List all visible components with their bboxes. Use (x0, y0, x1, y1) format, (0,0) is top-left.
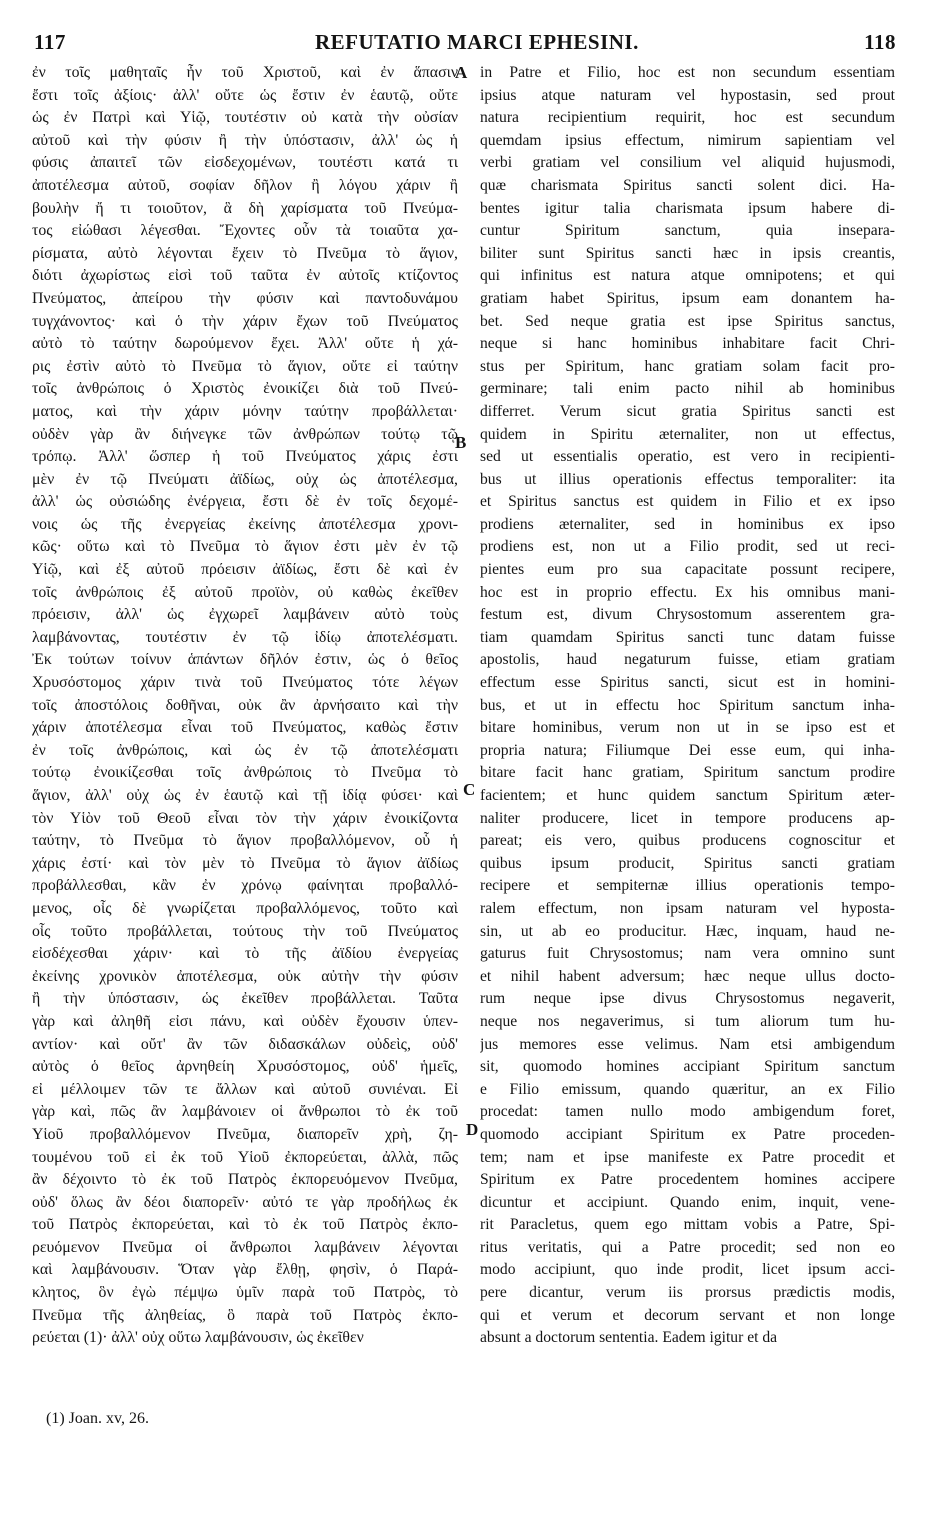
greek-line: ρεύεται (1)· ἀλλ' οὐχ οὕτω λαμβάνουσιν, ὡς ἐκεῖθεν (32, 1329, 364, 1347)
greek-line: αντίον· καὶ οὔτ' ἂν τῶν διδασκάλων οὐδεὶς, οὐδ' (32, 1035, 458, 1053)
latin-line: bus, et ut in effectu hoc Spiritum sanctum inha- (480, 696, 895, 714)
greek-line: πρόεισιν, ἀλλ' ὡς ἐγχωρεῖ λαμβάνειν αὐτὸ τοὺς (32, 606, 458, 624)
latin-line: prodiens est, non ut a Filio prodit, sed ut reci- (480, 538, 895, 556)
latin-line: neque si hanc hominibus inhabitare facit Chri- (480, 335, 895, 353)
greek-line: τουμένου τοῦ εἰ ἐκ τοῦ Υἱοῦ ἐκπορεύεται, ἀλλὰ, πῶς (32, 1148, 458, 1166)
greek-line: ἢ τὴν ὑπόστασιν, ὡς ἐκεῖθεν προβάλλεται. Ταῦτα (32, 990, 458, 1008)
greek-line: μενος, οἷς δὲ γνωρίζεται προβαλλόμενος, τοῦτο καὶ (32, 899, 458, 917)
section-marker-c: C (463, 780, 476, 799)
greek-line: τοῖς ἀνθρώποις ἐξ αὐτοῦ προϊὸν, οὐ καθὼς ἐκεῖθεν (32, 583, 458, 601)
greek-line: κῶς· οὕτω καὶ τὸ Πνεῦμα τὸ ἅγιον ἐστι μὲν ἐν τῷ (32, 538, 458, 556)
latin-line: neque nos negaverimus, si tum aliorum tum hu- (480, 1012, 895, 1030)
greek-line: Πνεῦμα τῆς ἀληθείας, ὃ παρὰ τοῦ Πατρὸς ἐκπο- (32, 1306, 458, 1324)
latin-line: ritus veritatis, qui a Patre procedit; sed non eo (480, 1238, 895, 1256)
latin-line: pareat; eis vero, quibus producens cognoscitur et (480, 832, 895, 850)
latin-line: bentes igitur talia charismata ipsum habere di- (480, 199, 895, 217)
greek-line: τος εἰώθασι λέγεσθαι. Ἔχοντες οὖν τὰ τοιαῦτα χα- (32, 222, 458, 240)
latin-line: pere dicantur, verum iis prorsus prædictis modis, (480, 1284, 895, 1302)
greek-line: ἀποτέλεσμα αὐτοῦ, σοφίαν δῆλον ἢ λόγου χάριν ἢ (32, 176, 458, 194)
latin-line: biliter sunt Spiritus sancti hæc in ipsis creantis, (480, 244, 895, 262)
greek-line: Πνεύματος, ἀπείρου τὴν φύσιν καὶ παντοδυνάμου (32, 289, 458, 307)
greek-line: ἐν τοῖς μαθηταῖς ἦν τοῦ Χριστοῦ, καὶ ἐν ἅπασιν (32, 64, 458, 81)
latin-line: quæ charismata Spiritus sancti solent dici. Ha- (480, 176, 895, 194)
greek-line: κλητος, ὃν ἐγὼ πέμψω ὑμῖν παρὰ τοῦ Πατρὸς, τὸ (32, 1284, 458, 1302)
greek-line: καὶ λαμβάνουσιν. Ὅταν γὰρ ἔλθῃ, φησὶν, ὁ Παρά- (32, 1261, 458, 1279)
latin-line: prodiens æternaliter, sed in hominibus ex ipso (480, 515, 895, 533)
greek-line: Ἐκ τούτων τοίνυν ἁπάντων δῆλόν ἐστιν, ὡς ὁ θεῖος (32, 651, 458, 669)
latin-line: bitare facit hanc gratiam, Spiritum sanctum prodire (480, 764, 895, 782)
greek-line: προβάλλεσθαι, κἂν ἐν χρόνῳ φαίνηται προβαλλό- (32, 877, 458, 895)
latin-line: rum neque ipse divus Chrysostomus negaverit, (480, 990, 895, 1008)
latin-line: pientes eum pro sua capacitate possunt recipere, (480, 561, 895, 579)
latin-line: hoc est in proprio effectu. Ex his omnibus mani- (480, 583, 895, 601)
latin-line: et Spiritus sanctus est quidem in Filio et ex ipso (480, 493, 895, 511)
greek-line: χάριν ἀποτέλεσμα εἶναι τοῦ Πνεύματος, καθὼς ἔστιν (32, 719, 458, 737)
greek-line: ρευόμενον Πνεῦμα οἱ ἄνθρωποι λαμβάνειν λέγονται (32, 1238, 458, 1256)
latin-line: Spiritum ex Patre procedentem homines accipere (480, 1171, 895, 1189)
latin-line: procedat: tamen nullo modo ambigendum foret, (480, 1103, 895, 1121)
greek-line: οἷς τοῦτο προβάλλεται, τούτους τὴν τοῦ Πνεύματος (32, 922, 458, 940)
latin-line: stus per Spiritum, hanc gratiam solam facit pro- (480, 357, 895, 375)
greek-line: τοῖς ἀνθρώποις ὁ Χριστὸς ἐνοικίζει διὰ τοῦ Πνεύ- (32, 380, 458, 398)
greek-line: ρίσματα, αὐτὸ λέγονται ἔχειν τὸ Πνεῦμα τὸ ἅγιον, (32, 244, 458, 262)
latin-line: verbi gratiam vel consilium vel aliquid hujusmodi, (480, 154, 895, 172)
latin-line: modo accipiunt, quo inde prodit, licet ipsum acci- (480, 1261, 895, 1279)
greek-line: τὸν Υἱὸν τοῦ Θεοῦ εἶναι τὸν τὴν χάριν ἐνοικίζοντα (32, 809, 458, 827)
latin-line: rit Paracletus, quem ego mittam vobis a Patre, Spi- (480, 1216, 895, 1234)
greek-line: λαμβάνοντας, τουτέστιν ἐν τῷ ἰδίῳ ἀποτελέσματι. (32, 628, 458, 646)
page-number-right: 118 (864, 30, 896, 54)
running-header (30, 30, 900, 58)
greek-text-column (32, 62, 458, 1350)
greek-line: αὐτὸς ὁ θεῖος ἀρνηθείη Χρυσόστομος, οὐδ' ἡμεῖς, (32, 1058, 458, 1076)
greek-line: ἀλλ' ὡς οὐσιώδης ἐνέργεια, ἔστι δὲ ἐν τοῖς δεχομέ- (32, 493, 458, 511)
latin-line: gaturus fuit Chrysostomus; nam vera omnino sunt (480, 945, 895, 963)
latin-line: dicuntur et accipiunt. Quando enim, inquit, vene- (480, 1193, 895, 1211)
greek-line: εἰ μέλλοιμεν τῶν τε ἄλλων καὶ αὐτοῦ συνιέναι. Εἰ (32, 1080, 458, 1098)
greek-line: Υἱοῦ προβαλλόμενον Πνεῦμα, διαπορεῖν χρὴ, ζη- (32, 1125, 458, 1143)
latin-line: naliter producere, licet in tempore producens ap- (480, 809, 895, 827)
footnote: (1) Joan. xv, 26. (46, 1410, 149, 1427)
greek-line: τυγχάνοντος· καὶ ὁ τὴν χάριν ἔχων τοῦ Πνεύματος (32, 312, 458, 330)
greek-line: τοῖς ἀποστόλοις δοθῆναι, οὐκ ἂν ἀρνήσαιτο καὶ τὴν (32, 696, 458, 714)
greek-line: ἂν δέχοιντο τὸ ἐκ τοῦ Πατρὸς ἐκπορευόμενον Πνεῦμα, (32, 1171, 458, 1189)
latin-line: quibus ipsum producit, Spiritus sancti gratiam (480, 854, 895, 872)
latin-line: qui et verum et decorum servant et non longe (480, 1306, 895, 1324)
page-number-left: 117 (34, 30, 66, 54)
latin-line: et nihil habent adversum; hæc neque ullus docto- (480, 967, 895, 985)
greek-line: ρις ἐστὶν αὐτὸ τὸ Πνεῦμα τὸ ἅγιον, οὔτε εἰ ταύτην (32, 357, 458, 375)
latin-line: differret. Verum sicut gratia Spiritus sancti est (480, 402, 895, 420)
latin-line: absunt a doctorum sententia. Eadem igitur et da (480, 1329, 778, 1347)
latin-line: sed ut essentialis operatio, est vero in recipienti- (480, 448, 895, 466)
latin-line: tem; nam et ipse manifeste ex Patre procedit et (480, 1148, 895, 1166)
greek-line: Χρυσόστομος χάριν τινὰ τοῦ Πνεύματος τότε λέγων (32, 674, 458, 692)
latin-line: jus memores esse velimus. Nam etsi ambigendum (480, 1035, 895, 1053)
latin-line: ipsius atque naturam vel hypostasin, sed prout (480, 86, 895, 104)
latin-line: natura recipientium requirit, hoc est secundum (480, 109, 895, 127)
latin-line: facientem; et hunc quidem sanctum Spiritum æter- (480, 787, 895, 804)
greek-line: διότι ἀχωρίστως εἰσὶ τοῦ ταῦτα ἐν αὐτοῖς κτίζοντος (32, 267, 458, 285)
greek-line: ματος, καὶ τὴν χάριν μόνην ταύτην προβάλλεται· (32, 402, 458, 420)
latin-line: effectum esse Spiritus sancti, sicut est in homini- (480, 674, 895, 692)
greek-line: μὲν ἐν τῷ Πνεύματι ἀϊδίως, οὐχ ὡς ἀποτέλεσμα, (32, 470, 458, 488)
greek-line: νοις ὡς τῆς ἐνεργείας ἐκείνης ἀποτέλεσμα χρονι- (32, 515, 458, 533)
section-marker-a: A (455, 63, 468, 82)
greek-line: οὐδ' ὅλως ἂν δέοι διαπορεῖν· αὐτό τε γὰρ προδήλως ἐκ (32, 1193, 458, 1211)
section-marker-d: D (466, 1120, 479, 1139)
latin-line: qui infinitus est natura atque omnipotens; et qui (480, 267, 895, 285)
greek-line: αὐτὸ τὸ ταύτην δωρούμενον ἔχει. Ἀλλ' οὔτε ἡ χά- (32, 335, 458, 353)
greek-line: τούτῳ ἐνοικίζεσθαι τοῖς ἀνθρώποις τὸ Πνεῦμα τὸ (32, 764, 458, 782)
greek-line: τοῦ Πατρὸς ἐκπορεύεται, καὶ τὸ ἐκ τοῦ Πατρὸς ἐκπο- (32, 1216, 458, 1234)
greek-line: γὰρ καὶ, πῶς ἂν λαμβάνοιεν οἱ ἄνθρωποι τὸ ἐκ τοῦ (32, 1103, 458, 1121)
latin-line: germinare; tali enim pacto nihil ab hominibus (480, 380, 895, 398)
latin-line: bet. Sed neque gratia est ipse Spiritus sanctus, (480, 312, 895, 330)
latin-line: quidem in Spiritu æternaliter, non ut effectus, (480, 425, 895, 443)
greek-line: ὡς ἐν Πατρὶ καὶ Υἱῷ, τουτέστιν οὐ κατὰ τὴν οὐσίαν (32, 109, 458, 127)
latin-line: sit, quomodo homines accipiant Spiritum sanctum (480, 1058, 895, 1076)
latin-line: sin, ut ab eo producitur. Hæc, inquam, haud ne- (480, 922, 895, 940)
latin-line: festum est, divum Chrysostomum asserentem gra- (480, 606, 895, 624)
latin-line: cuntur Spiritum sanctum, quia insepara- (480, 222, 895, 240)
latin-text-column (480, 62, 895, 1350)
greek-line: γὰρ καὶ ἀληθῆ εἰσι πάνυ, καὶ οὐδὲν ἔχουσιν ὑπεν- (32, 1012, 458, 1030)
greek-line: αὐτοῦ καὶ τὴν φύσιν ἢ τὴν ὑπόστασιν, ἀλλ' ὡς ἡ (32, 131, 458, 149)
greek-line: ἅγιον, ἀλλ' οὐχ ὡς ἐν ἑαυτῷ καὶ τῇ ἰδίᾳ φύσει· καὶ (32, 787, 458, 804)
greek-line: εἰσδέχεσθαι χάριν· καὶ τὸ τῆς ἀϊδίου ἐνεργείας (32, 945, 458, 963)
greek-line: τρόπῳ. Ἀλλ' ὥσπερ ἡ τοῦ Πνεύματος χάρις ἐστι (32, 448, 458, 466)
section-marker-b: B (455, 433, 467, 452)
latin-line: recipere et sempiternæ illius operationis tempo- (480, 877, 895, 895)
greek-line: βουλὴν ἤ τι τοιοῦτον, ἃ δὴ χαρίσματα τοῦ Πνεύμα- (32, 199, 458, 217)
latin-line: bus ut illius operationis effectus temporaliter: ita (480, 470, 895, 488)
latin-line: in Patre et Filio, hoc est non secundum essentiam (480, 64, 895, 81)
greek-line: ἔστι τοῖς ἀξίοις· ἀλλ' οὔτε ὡς ἔστιν ἐν ἑαυτῷ, οὔτε (32, 86, 458, 104)
latin-line: ralem effectum, non ipsam naturam vel hyposta- (480, 899, 895, 917)
greek-line: Υἱῷ, καὶ ἐξ αὐτοῦ πρόεισιν ἀϊδίως, ἔστι δὲ καὶ ἐν (32, 561, 458, 579)
greek-line: ἐκείνης χρονικὸν ἀποτέλεσμα, οὐκ αὐτὴν τὴν φύσιν (32, 967, 458, 985)
greek-line: ἐν τοῖς ἀνθρώποις, καὶ ὡς ἐν τῷ ἀποτελέσματι (32, 741, 458, 759)
greek-line: χάρις ἐστί· καὶ τὸν μὲν τὸ Πνεῦμα τὸ ἅγιον ἀϊδίως (32, 854, 458, 872)
greek-line: ταύτην, τὸ Πνεῦμα τὸ ἅγιον προβαλλόμενον, οὗ ἡ (32, 832, 458, 850)
running-title: REFUTATIO MARCI EPHESINI. (315, 30, 639, 54)
latin-line: gratiam habet Spiritus, ipsum eam donantem ha- (480, 289, 895, 307)
latin-line: apostolis, haud negaturum fuisse, etiam gratiam (480, 651, 895, 669)
latin-line: quomodo accipiant Spiritum ex Patre proceden- (480, 1125, 895, 1143)
latin-line: bitare hominibus, verum non ut in se ipso est et (480, 719, 895, 737)
greek-line: φύσις ἀπαιτεῖ τῶν εἰσδεχομένων, τουτέστι κατά τι (32, 154, 458, 172)
latin-line: propria natura; Filiumque Dei esse eum, qui inha- (480, 741, 895, 759)
latin-line: tiam quamdam Spiritus sancti tunc datam fuisse (480, 628, 895, 646)
latin-line: quemdam ipsius effectum, nimirum sapientiam vel (480, 131, 895, 149)
greek-line: οὐδὲν γὰρ ἂν διήνεγκε τῶν ἀνθρώπων τούτῳ τῷ (32, 425, 458, 443)
latin-line: e Filio emissum, quando quæritur, an ex Filio (480, 1080, 895, 1098)
